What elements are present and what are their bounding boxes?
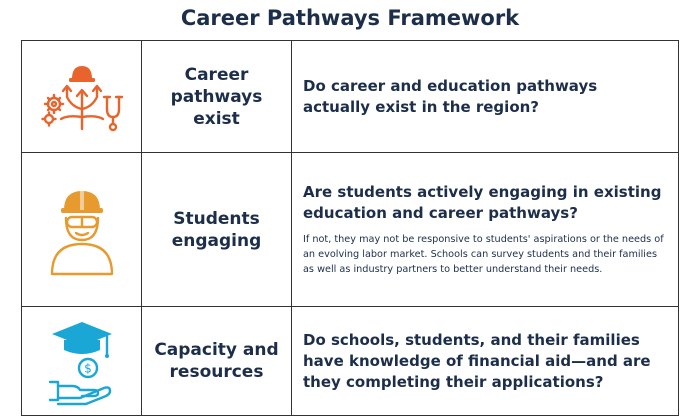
table-row — [22, 307, 678, 415]
graduation-financial-aid-icon — [22, 307, 142, 415]
row-question: Are students actively engaging in existing education and career pathways? — [303, 183, 662, 222]
table-row — [22, 153, 678, 307]
row-content — [292, 307, 678, 415]
row-question: Do career and education pathways actually exist in the region? — [303, 76, 598, 116]
row-label: Career pathways exist — [142, 41, 292, 152]
row-content — [292, 153, 678, 306]
row-question: Do schools, students, and their families have knowledge of financial aid—and are they completing their applications? — [303, 330, 651, 391]
page-title: Career Pathways Framework — [180, 6, 520, 30]
framework-table — [21, 40, 679, 416]
row-description: If not, they may not be responsive to students' aspirations or the needs of an evolving labor market. Schools can survey students and their families as well as industry partners to better understand their needs. — [303, 234, 664, 275]
svg-text:$: $ — [83, 361, 92, 376]
row-label: Students engaging — [142, 153, 292, 306]
row-content — [292, 41, 678, 152]
row-label: Capacity and resources — [142, 307, 292, 415]
table-row — [22, 41, 678, 153]
student-hardhat-icon — [22, 153, 142, 306]
pathways-tools-icon — [22, 41, 142, 152]
